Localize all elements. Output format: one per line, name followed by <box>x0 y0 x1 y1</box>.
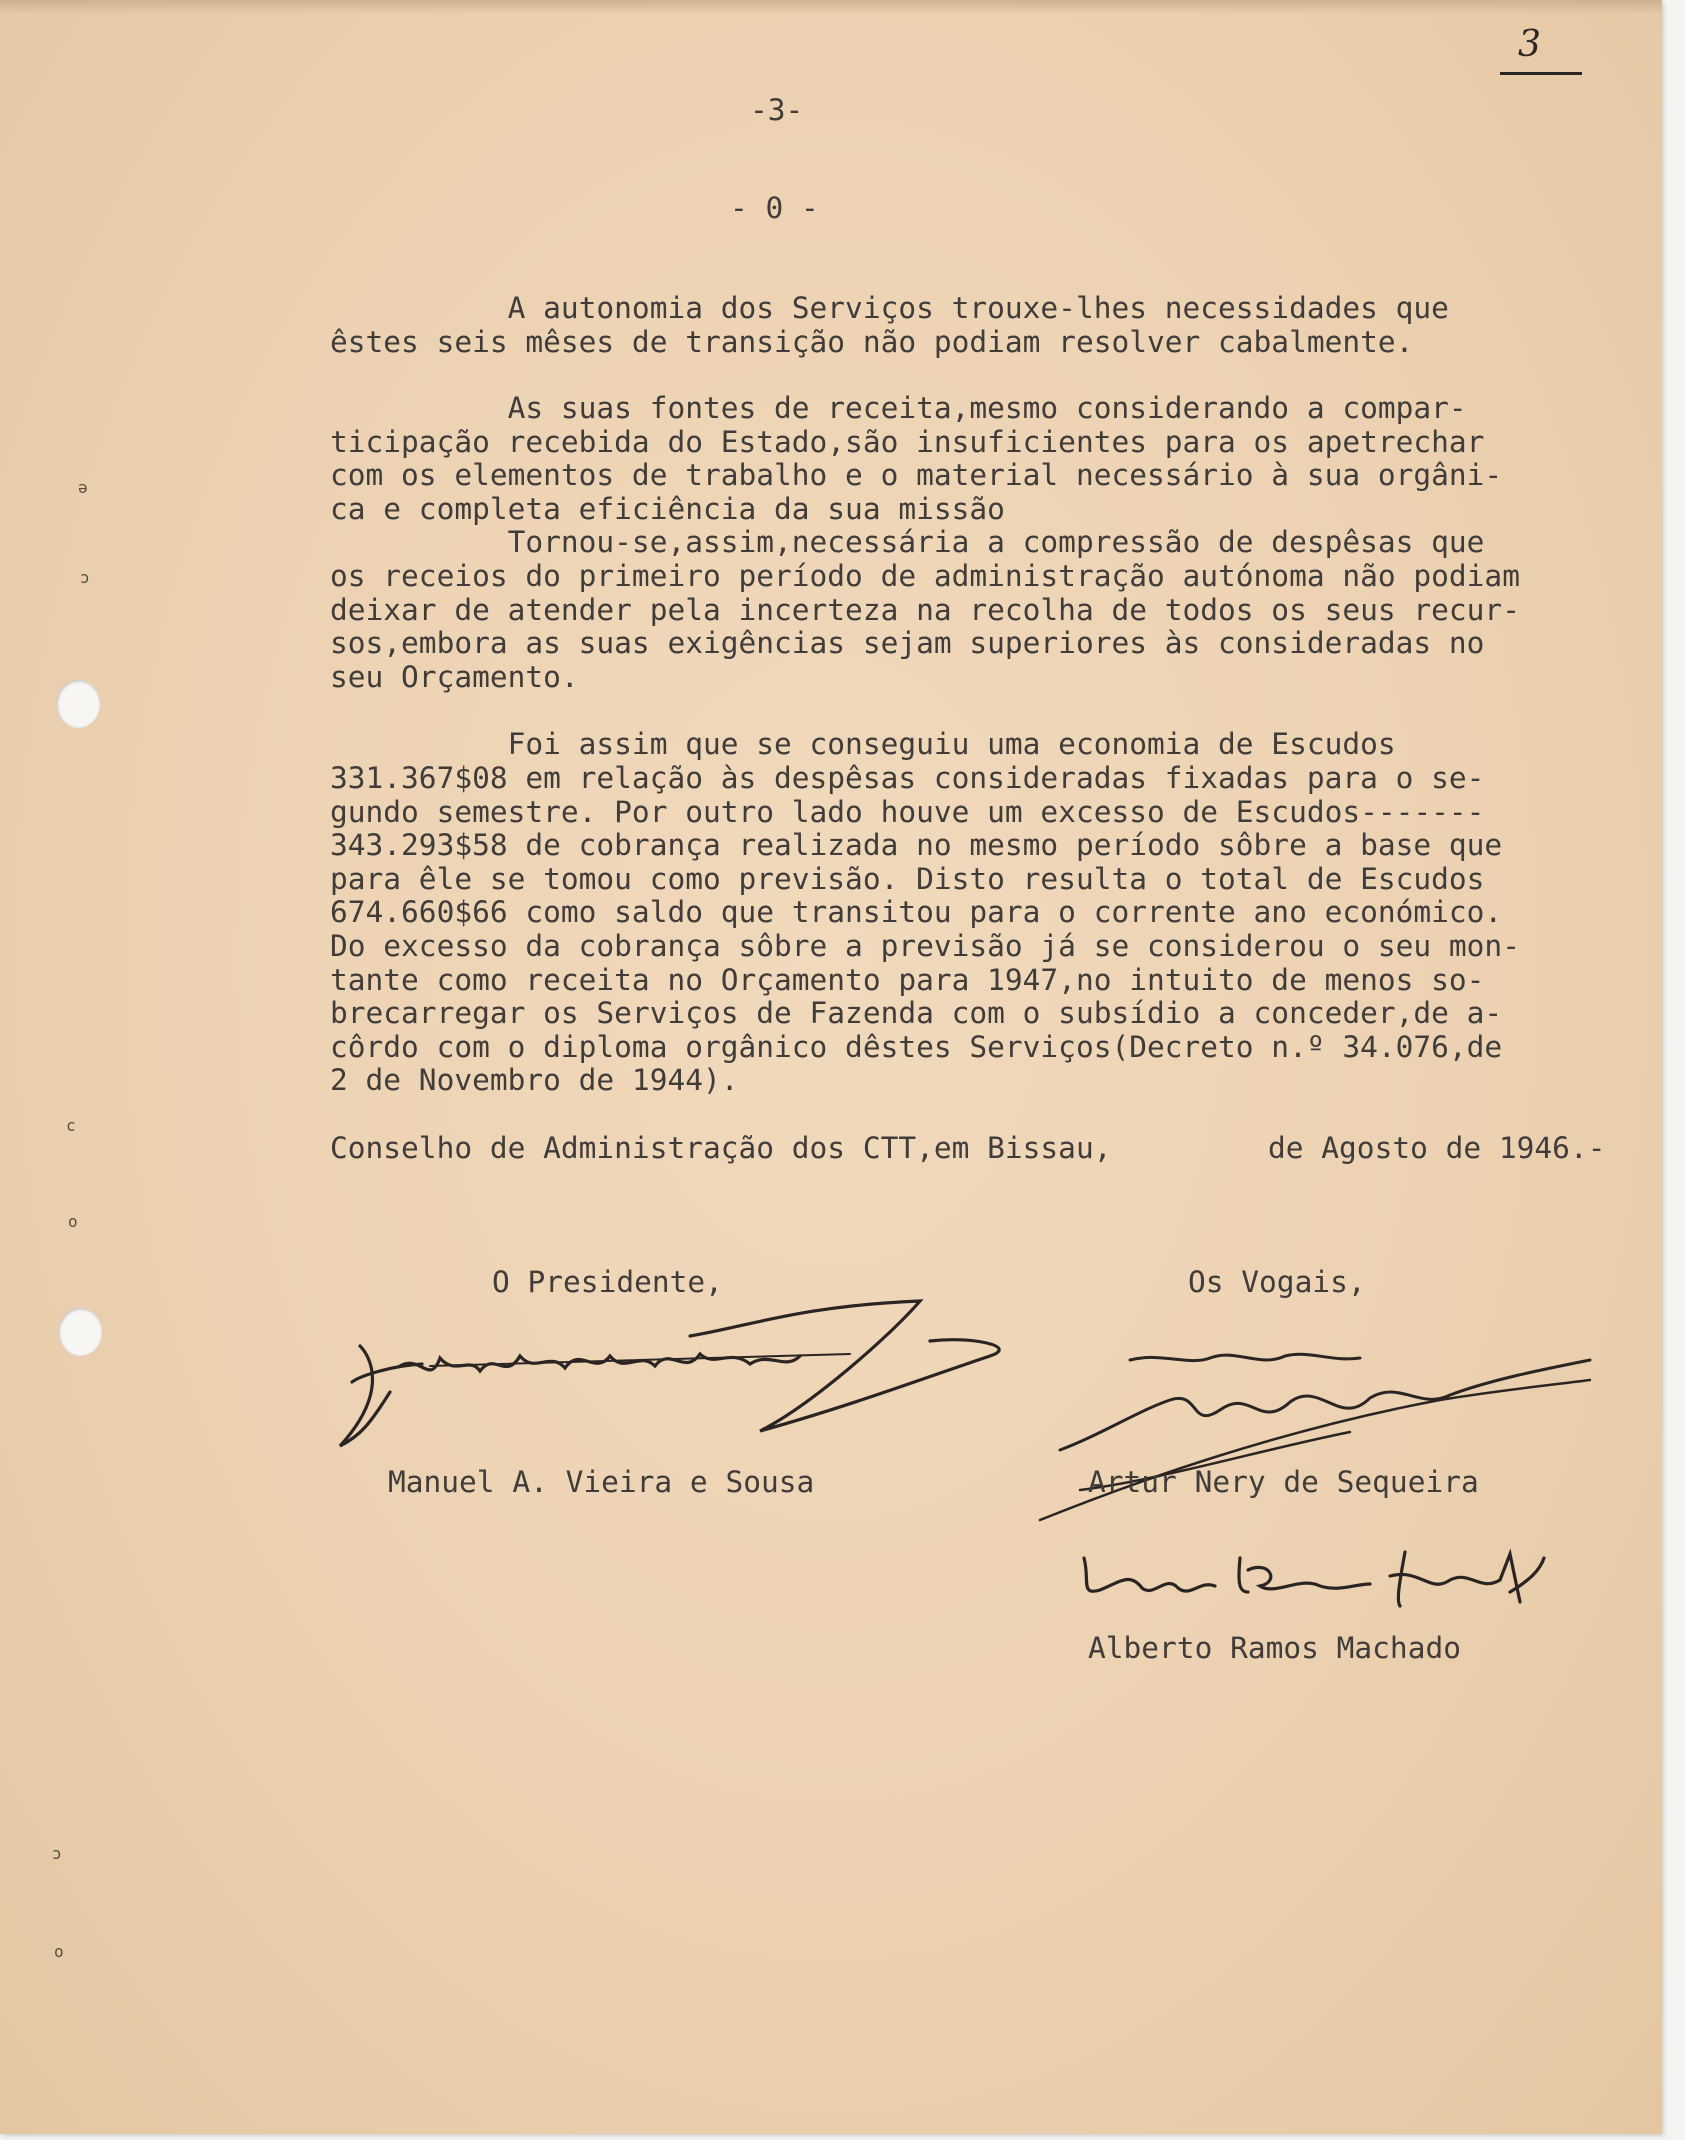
closing-date: de Agosto de 1946.- <box>1268 1131 1606 1165</box>
punch-hole <box>58 1308 102 1356</box>
paragraph-line: Foi assim que se conseguiu uma economia de Escudos <box>330 727 1396 761</box>
paragraph-line: 343.293$58 de cobrança realizada no mesmo período sôbre a base que <box>330 828 1503 862</box>
margin-mark: o <box>54 1942 64 1961</box>
paragraph-line: êstes seis mêses de transição não podiam resolver cabalmente. <box>330 325 1414 359</box>
corner-page-mark: 3 <box>1518 24 1541 65</box>
paragraph-line: Tornou-se,assim,necessária a compressão de despêsas que <box>330 525 1485 559</box>
paragraph-line: ca e completa eficiência da sua missão <box>330 492 1005 526</box>
paragraph-line: As suas fontes de receita,mesmo considerando a compar- <box>330 391 1467 425</box>
paragraph-line: com os elementos de trabalho e o material necessário à sua orgâni- <box>330 458 1503 492</box>
margin-mark: ə <box>78 478 88 497</box>
closing-place: Conselho de Administração dos CTT,em Bissau, <box>330 1131 1112 1165</box>
president-signature <box>330 1296 1010 1466</box>
separator-mark: - 0 - <box>730 191 819 225</box>
paragraph-line: côrdo com o diploma orgânico dêstes Serviços(Decreto n.º 34.076,de <box>330 1030 1503 1064</box>
paragraph-line: Do excesso da cobrança sôbre a previsão já se considerou o seu mon- <box>330 929 1520 963</box>
paragraph-line: para êle se tomou como previsão. Disto resulta o total de Escudos <box>330 862 1485 896</box>
paragraph-line: gundo semestre. Por outro lado houve um excesso de Escudos------- <box>330 795 1485 829</box>
vogal-1-name: Artur Nery de Sequeira <box>1088 1465 1479 1499</box>
paragraph-line: os receios do primeiro período de administração autónoma não podiam <box>330 559 1520 593</box>
margin-mark: c <box>66 1116 76 1135</box>
paragraph-line: tante como receita no Orçamento para 1947,no intuito de menos so- <box>330 963 1485 997</box>
margin-mark: ɔ <box>80 568 90 587</box>
paragraph-line: brecarregar os Serviços de Fazenda com o subsídio a conceder,de a- <box>330 996 1503 1030</box>
punch-hole <box>56 680 100 728</box>
page-number: -3- <box>750 93 804 127</box>
president-name: Manuel A. Vieira e Sousa <box>388 1465 815 1499</box>
vogais-heading: Os Vogais, <box>1188 1265 1366 1299</box>
paragraph-line: ticipação recebida do Estado,são insuficientes para os apetrechar <box>330 425 1485 459</box>
paragraph-line: sos,embora as suas exigências sejam superiores às consideradas no <box>330 626 1485 660</box>
vogal-2-signature <box>1070 1540 1570 1620</box>
paper-top-edge <box>0 0 1662 14</box>
vogal-1-signature <box>1020 1340 1600 1540</box>
paragraph-line: 331.367$08 em relação às despêsas consideradas fixadas para o se- <box>330 761 1485 795</box>
paragraph-line: A autonomia dos Serviços trouxe-lhes necessidades que <box>330 291 1449 325</box>
corner-page-mark-underline <box>1500 72 1582 75</box>
vogal-2-name: Alberto Ramos Machado <box>1088 1631 1461 1665</box>
margin-mark: ɔ <box>52 1844 62 1863</box>
margin-mark: o <box>68 1212 78 1231</box>
paragraph-line: deixar de atender pela incerteza na recolha de todos os seus recur- <box>330 593 1520 627</box>
president-heading: O Presidente, <box>492 1265 723 1299</box>
paragraph-line: 674.660$66 como saldo que transitou para o corrente ano económico. <box>330 895 1503 929</box>
paragraph-line: 2 de Novembro de 1944). <box>330 1063 739 1097</box>
paragraph-line: seu Orçamento. <box>330 660 579 694</box>
